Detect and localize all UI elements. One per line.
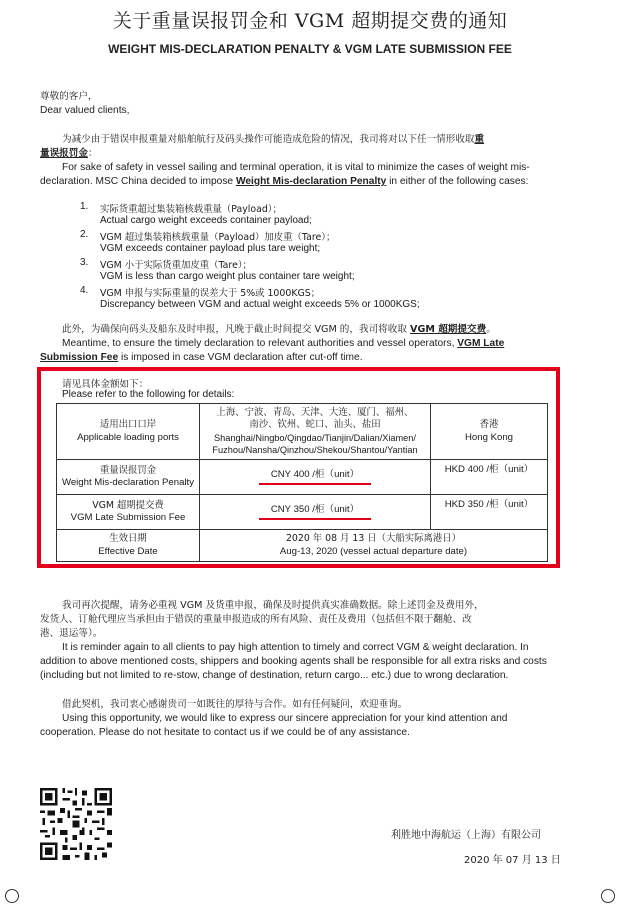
fee-table xyxy=(56,403,548,562)
late-fee-term-cn: VGM 超期提交费 xyxy=(410,324,487,335)
ports-header-cell: 适用出口口岸 Applicable loading ports xyxy=(57,404,200,460)
circle-marker-icon xyxy=(5,889,19,903)
para1-cn-line1: 为减少由于错误申报重量对船舶航行及码头操作可能造成危险的情况，我司将对以下任一情形收取重 xyxy=(62,134,485,145)
para2-en-line2: Submission Fee is imposed in case VGM declaration after cut-off time. xyxy=(40,352,363,363)
para3-cn-line2: 发货人、订舱代理应当承担由于错误的重量申报造成的所有风险、责任及费用（包括但不限于翻舱、改 xyxy=(40,614,472,625)
penalty-hkd-cell xyxy=(431,460,548,495)
para2-en-line1: Meantime, to ensure the timely declaration to relevant authorities and vessel operators, VGM Late xyxy=(62,338,505,349)
para4-en-line2: cooperation. Please do not hesitate to contact us if we could be of any assistance. xyxy=(40,727,410,738)
greeting-english: Dear valued clients, xyxy=(40,105,130,116)
table-row xyxy=(57,404,548,460)
table-row xyxy=(57,495,548,530)
company-signature: 利胜地中海航运（上海）有限公司 xyxy=(391,830,541,841)
effective-date-label-cell: 生效日期 Effective Date xyxy=(57,530,200,562)
para3-en-line2: addition to above mentioned costs, shippers and booking agents shall be responsible for all extra risks and costs xyxy=(40,656,547,667)
late-fee-hkd-amount: HKD 350 /柜（unit） xyxy=(444,499,534,510)
para4-cn: 借此契机，我司衷心感谢贵司一如既往的厚待与合作。如有任何疑问，欢迎垂询。 xyxy=(62,699,408,710)
para4-en-line1: Using this opportunity, we would like to express our sincere appreciation for your kind attention and xyxy=(62,713,508,724)
notice-page: 关于重量误报罚金和 VGM 超期提交费的通知 WEIGHT MIS-DECLARATION PENALTY & VGM LATE SUBMISSION FEE 尊敬的客户， Dear valued clients, 为减少由于错误申报重量对船舶航行及码头操作可能造成危险的情况，我司将对以下任一情形收取重 量误报罚金： For sake of safety in vessel sailing and terminal operation, it is vital to minimize the cases of weight mis- declaration. MSC China decided to impose Weight Mis-declaration Penalty in either of the following cases: 1. 实际货重超过集装箱核载重量（Payload）； Actual cargo weight exceeds container payload; 2. VGM 超过集装箱核载重量（Payload）加皮重（Tare）； VGM exceeds container payload plus tare weight; 3. VGM 小于实际货重加皮重（Tare）； VGM is less than cargo weight plus container tare weight; 4. VGM 申报与实际重量的误差大于 5%或 1000KGS； Discrepancy between VGM and actual weight exceeds 5% or 1000KGS; 此外，为确保向码头及船东及时申报，凡晚于截止时间提交 VGM 的，我司将收取 VGM 超期提交费。 Meantime, to ensure the timely declaration to relevant authorities and vessel operators, VGM Late Submission Fee is imposed in case VGM declaration after cut-off time. 请见具体金额如下： Please refer to the following for details: 适用出口口岸 Applicable loading ports 上海、宁波、青岛、天津、大连、厦门、福州、 南沙、钦州、蛇口、汕头、盐田 Shanghai/Ningbo/Qingdao/Tianjin/Dalian/Xiamen/ Fuzhou/Nansha/Qinzhou/Shekou/Shantou/Yantian 香港 Hong Kong 重量误报罚金 Weight Mis-declaration Penalty CNY 400 /柜（unit） HKD 400 /柜（unit） VGM 超期提交费 VGM Late Submission Fee CNY 350 /柜（unit） HKD 350 /柜（unit） 生效日期 Effective Date 2020 年 08 月 13 日（大船实际离港日） Aug-13, 2020 (vessel actual departure date) 我司再次提醒，请务必重视 VGM 及货重申报，确保及时提供真实准确数据。除上述罚金及费用外， 发货人、订舱代理应当承担由于错误的重量申报造成的所有风险、责任及费用（包括但不限于翻舱、改 港、退运等）。 It is reminder again to all clients to pay high attention to timely and correct VGM & weight declaration. In addition to above mentioned costs, shippers and booking agents shall be responsible for all extra risks and costs (including but not limited to re-stow, change of destination, return cargo... etc.) due to wrong declaration. 借此契机，我司衷心感谢贵司一如既往的厚待与合作。如有任何疑问，欢迎垂询。 Using this opportunity, we would like to express our sincere appreciation for your kind attention and cooperation. Please do not hesitate to contact us if we could be of any assistance. 利胜地中海航运（上海）有限公司 2020 年 07 月 13 日 xyxy=(0,0,620,909)
penalty-hkd-amount: HKD 400 /柜（unit） xyxy=(444,464,534,475)
late-fee-cny-cell xyxy=(200,495,431,530)
hongkong-port-cell: 香港 Hong Kong xyxy=(431,404,548,460)
penalty-label-cell: 重量误报罚金 Weight Mis-declaration Penalty xyxy=(57,460,200,495)
para2-cn: 此外，为确保向码头及船东及时申报，凡晚于截止时间提交 VGM 的，我司将收取 VGM 超期提交费。 xyxy=(62,324,496,335)
para1-en-line2: declaration. MSC China decided to impose Weight Mis-declaration Penalty in either of the following cases: xyxy=(40,176,529,187)
late-fee-cny-amount: CNY 350 /柜（unit） xyxy=(259,504,371,521)
effective-date-value-cell: 2020 年 08 月 13 日（大船实际离港日） Aug-13, 2020 (vessel actual departure date) xyxy=(200,530,548,562)
details-intro-en: Please refer to the following for details: xyxy=(62,389,235,400)
late-fee-label-cell: VGM 超期提交费 VGM Late Submission Fee xyxy=(57,495,200,530)
penalty-term-en: Weight Mis-declaration Penalty xyxy=(235,176,387,187)
para3-cn-line3: 港、退运等）。 xyxy=(40,628,103,639)
late-fee-term-en-2: Submission Fee xyxy=(40,352,119,363)
para1-cn-bold-start: 重 xyxy=(474,134,485,145)
late-fee-term-en-1: VGM Late xyxy=(457,338,505,349)
signature-date: 2020 年 07 月 13 日 xyxy=(464,855,561,866)
circle-marker-icon xyxy=(601,889,615,903)
late-fee-hkd-cell xyxy=(431,495,548,530)
title-chinese: 关于重量误报罚金和 VGM 超期提交费的通知 xyxy=(112,10,508,32)
table-row xyxy=(57,530,548,562)
para1-cn-line2: 量误报罚金： xyxy=(40,148,98,159)
title-english: WEIGHT MIS-DECLARATION PENALTY & VGM LATE SUBMISSION FEE xyxy=(108,42,512,56)
para1-en-line1: For sake of safety in vessel sailing and terminal operation, it is vital to minimize the cases of weight mis- xyxy=(62,162,530,173)
greeting-chinese: 尊敬的客户， xyxy=(40,91,98,102)
table-row xyxy=(57,460,548,495)
para1-cn-bold-term: 量误报罚金 xyxy=(40,148,88,159)
mainland-ports-cell: 上海、宁波、青岛、天津、大连、厦门、福州、 南沙、钦州、蛇口、汕头、盐田 Shanghai/Ningbo/Qingdao/Tianjin/Dalian/Xiamen/ Fuzhou/Nansha/Qinzhou/Shekou/Shantou/Yantian xyxy=(200,404,431,460)
penalty-cny-cell xyxy=(200,460,431,495)
para3-en-line1: It is reminder again to all clients to pay high attention to timely and correct VGM & weight declaration. In xyxy=(62,642,529,653)
penalty-cny-amount: CNY 400 /柜（unit） xyxy=(259,469,371,486)
para3-cn-line1: 我司再次提醒，请务必重视 VGM 及货重申报，确保及时提供真实准确数据。除上述罚金及费用外， xyxy=(62,600,484,611)
details-intro-cn: 请见具体金额如下： xyxy=(62,379,149,390)
para3-en-line3: (including but not limited to re-stow, change of destination, return cargo... etc.) due to wrong declaration. xyxy=(40,670,509,681)
qr-code-icon xyxy=(40,788,112,860)
